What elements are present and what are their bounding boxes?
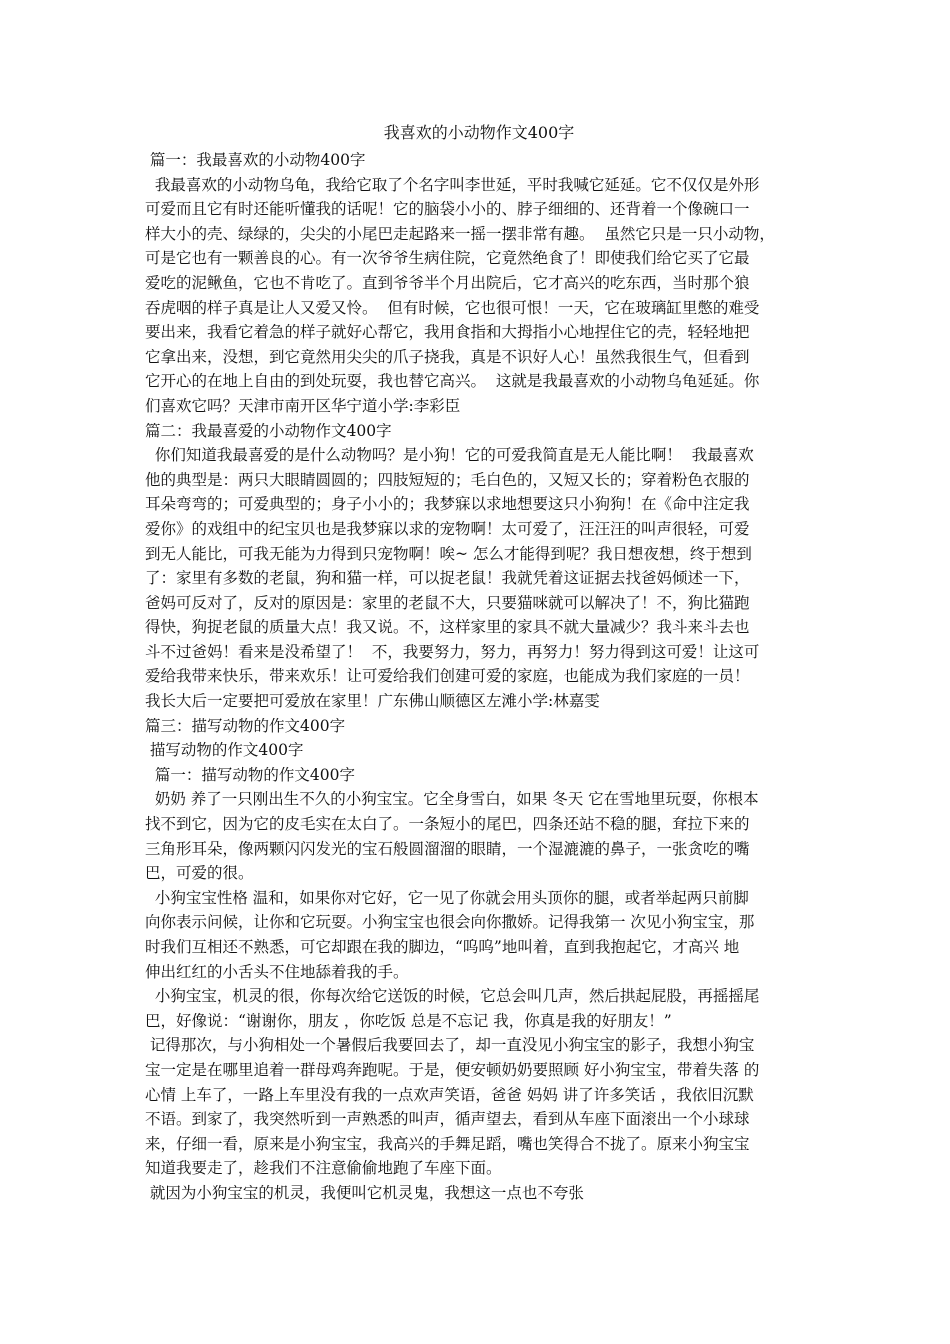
body-line: 三角形耳朵，像两颗闪闪发光的宝石般圆溜溜的眼睛，一个湿漉漉的鼻子，一张贪吃的嘴: [145, 839, 750, 858]
body-line: 找不到它，因为它的皮毛实在太白了。一条短小的尾巴，四条还站不稳的腿，耷拉下来的: [145, 815, 750, 834]
body-line: 奶奶 养了一只刚出生不久的小狗宝宝。它全身雪白，如果 冬天 它在雪地里玩耍，你根本: [145, 790, 759, 809]
body-line: 它拿出来，没想，到它竟然用尖尖的爪子挠我，真是不识好人心！虽然我很生气，但看到: [145, 347, 750, 366]
body-line: 样大小的壳、绿绿的，尖尖的小尾巴走起路来一摇一摆非常有趣。 虽然它只是一只小动物，: [145, 224, 775, 243]
body-line: 爸妈可反对了，反对的原因是：家里的老鼠不大，只要猫咪就可以解决了！不，狗比猫跑: [145, 593, 750, 612]
body-line: 篇一：我最喜欢的小动物400字: [145, 151, 366, 169]
body-line: 爱你》的戏组中的纪宝贝也是我梦寐以求的宠物啊！太可爱了，汪汪汪的叫声很轻，可爱: [145, 519, 750, 538]
body-line: 巴，可爱的很。: [145, 864, 254, 883]
body-line: 小狗宝宝，机灵的很，你每次给它送饭的时候，它总会叫几声，然后拱起屁股，再摇摇尾: [145, 987, 760, 1006]
body-line: 伸出红红的小舌头不住地舔着我的手。: [145, 962, 409, 981]
body-line: 吞虎咽的样子真是让人又爱又怜。 但有时候，它也很可恨！一天，它在玻璃缸里憋的难受: [145, 298, 760, 317]
body-line: 知道我要走了，趁我们不注意偷偷地跑了车座下面。: [145, 1159, 502, 1178]
body-line: 时我们互相还不熟悉，可它却跟在我的脚边，“呜呜”地叫着，直到我抱起它，才高兴 地: [145, 938, 740, 956]
body-line: 到无人能比，可我无能为力得到只宠物啊！唉~ 怎么才能得到呢？我日想夜想，终于想到: [145, 544, 752, 563]
body-line: 篇三：描写动物的作文400字: [145, 716, 346, 735]
body-line: 要出来，我看它着急的样子就好心帮它，我用食指和大拇指小心地捏住它的壳，轻轻地把: [145, 323, 750, 342]
body-line: 我最喜欢的小动物乌龟，我给它取了个名字叫李世延，平时我喊它延延。它不仅仅是外形: [145, 175, 760, 194]
body-line: 不语。到家了，我突然听到一声熟悉的叫声，循声望去，看到从车座下面滚出一个小球球: [145, 1110, 750, 1129]
document-title: 我喜欢的小动物作文400字: [383, 123, 575, 142]
body-line: 了：家里有多数的老鼠，狗和猫一样，可以捉老鼠！我就凭着这证据去找爸妈倾述一下，: [145, 569, 750, 588]
body-line: 心情 上车了，一路上车里没有我的一点欢声笑语，爸爸 妈妈 讲了许多笑话 ，我依旧沉默: [145, 1085, 754, 1104]
body-line: 就因为小狗宝宝的机灵，我便叫它机灵鬼，我想这一点也不夸张: [145, 1183, 584, 1202]
body-line: 可是它也有一颗善良的心。有一次爷爷生病住院，它竟然绝食了！即使我们给它买了它最: [145, 249, 750, 268]
body-line: 小狗宝宝性格 温和，如果你对它好，它一见了你就会用头顶你的腿，或者举起两只前脚: [145, 888, 749, 907]
body-line: 得快，狗捉老鼠的质量大点！我又说。不，这样家里的家具不就大量减少？我斗来斗去也: [145, 618, 750, 637]
body-line: 他的典型是：两只大眼睛圆圆的；四肢短短的；毛白色的，又短又长的；穿着粉色衣服的: [145, 470, 750, 489]
body-line: 耳朵弯弯的；可爱典型的；身子小小的；我梦寐以求地想要这只小狗狗！在《命中注定我: [145, 495, 750, 514]
body-line: 篇二：我最喜爱的小动物作文400字: [145, 421, 392, 440]
body-line: 爱给我带来快乐，带来欢乐！让可爱给我们创建可爱的家庭，也能成为我们家庭的一员！: [145, 667, 750, 686]
body-line: 们喜欢它吗？天津市南开区华宁道小学:李彩臣: [145, 396, 461, 415]
body-line: 描写动物的作文400字: [145, 741, 304, 760]
body-line: 巴，好像说：“谢谢你，朋友 ，你吃饭 总是不忘记 我，你真是我的好朋友！”: [145, 1011, 672, 1030]
body-line: 向你表示问候，让你和它玩耍。小狗宝宝也很会向你撒娇。记得我第一 次见小狗宝宝，那: [145, 913, 755, 932]
body-line: 可爱而且它有时还能听懂我的话呢！它的脑袋小小的、脖子细细的、还背着一个像碗口一: [145, 200, 750, 219]
body-line: 爱吃的泥鳅鱼，它也不肯吃了。直到爷爷半个月出院后，它才高兴的吃东西，当时那个狼: [145, 273, 750, 292]
document-body: [145, 148, 813, 1206]
body-line: 它开心的在地上自由的到处玩耍，我也替它高兴。 这就是我最喜欢的小动物乌龟延延。你: [145, 372, 760, 391]
body-line: 我长大后一定要把可爱放在家里！广东佛山顺德区左滩小学:林嘉雯: [145, 692, 600, 711]
document-page: [145, 122, 813, 1206]
body-line: 篇一：描写动物的作文400字: [145, 765, 355, 784]
body-line: 你们知道我最喜爱的是什么动物吗？是小狗！它的可爱我简直是无人能比啊！ 我最喜欢: [145, 446, 754, 465]
body-line: 斗不过爸妈！看来是没希望了！ 不，我要努力，努力，再努力！努力得到这可爱！让这可: [145, 642, 760, 661]
body-line: 宝一定是在哪里追着一群母鸡奔跑呢。于是，便安顿奶奶要照顾 好小狗宝宝，带着失落 的: [145, 1060, 760, 1079]
body-line: 来，仔细一看，原来是小狗宝宝，我高兴的手舞足蹈，嘴也笑得合不拢了。原来小狗宝宝: [145, 1134, 750, 1153]
body-line: 记得那次，与小狗相处一个暑假后我要回去了，却一直没见小狗宝宝的影子，我想小狗宝: [145, 1036, 755, 1055]
